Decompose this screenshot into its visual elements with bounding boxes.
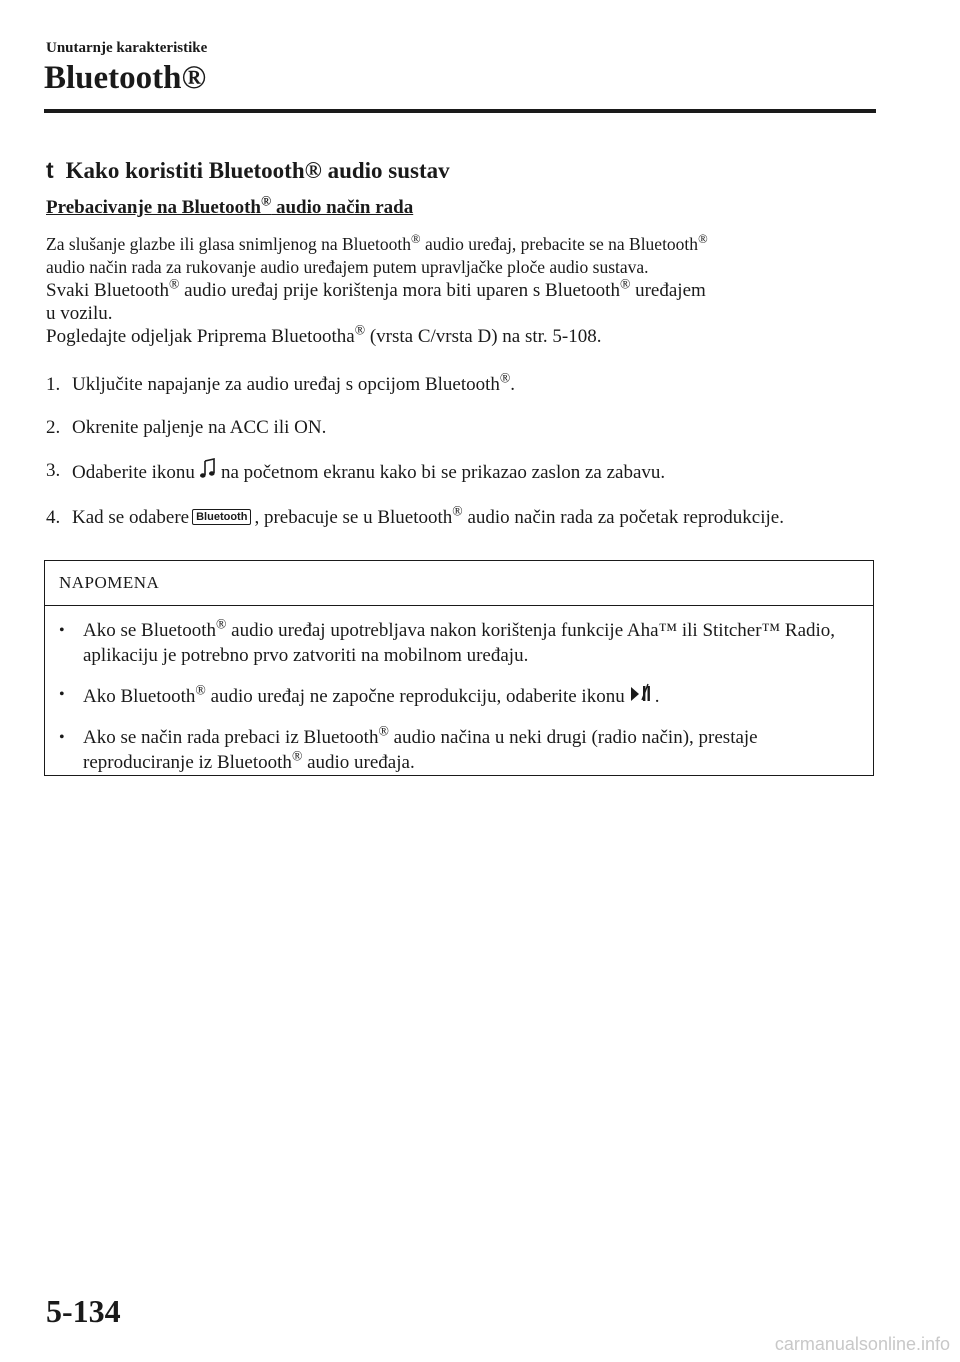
- header-rule: [44, 109, 876, 113]
- chapter-label: Unutarnje karakteristike: [46, 40, 208, 56]
- reg-mark: ®: [698, 232, 708, 247]
- step-3-b: na početnom ekranu kako bi se prikazao zaslon za zabavu.: [220, 462, 666, 483]
- step-4-a: Kad se odabere: [72, 507, 190, 528]
- intro-paragraph-1: [46, 233, 886, 279]
- step-text: [72, 372, 866, 397]
- intro-p3-b: (vrsta C/vrsta D) na str. 5-108.: [365, 326, 602, 347]
- topic-heading-text: Kako koristiti Bluetooth® audio sustav: [65, 158, 450, 183]
- step-number: 1.: [46, 374, 61, 395]
- step-number: 3.: [46, 460, 61, 481]
- subheading-reg: ®: [260, 193, 272, 209]
- reg-mark: ®: [216, 616, 227, 632]
- note-2-a: Ako Bluetooth: [83, 686, 196, 707]
- intro-paragraph-3: [46, 322, 886, 348]
- step-1-b: .: [510, 374, 516, 395]
- music-note-icon: [199, 458, 217, 487]
- play-pause-icon: [629, 682, 651, 711]
- intro-p2-c: uređajem: [630, 280, 706, 301]
- note-bullet-text: [83, 682, 859, 711]
- subheading: [46, 193, 414, 219]
- topic-marker: t: [46, 157, 54, 183]
- section-title: Bluetooth®: [44, 60, 207, 96]
- step-text: [72, 505, 866, 530]
- intro-p3-a: Pogledajte odjeljak Priprema Bluetootha: [46, 326, 355, 347]
- note-bullet-1: [59, 618, 859, 668]
- page-number: 5-134: [46, 1293, 121, 1329]
- subheading-post: audio način rada: [271, 197, 414, 218]
- note-3-a: Ako se način rada prebaci iz Bluetooth: [83, 727, 379, 748]
- note-bullet-3: [59, 725, 859, 775]
- reg-mark: ®: [378, 723, 389, 739]
- bullet-dot: •: [59, 622, 65, 639]
- intro-p2-d: u vozilu.: [46, 303, 113, 324]
- step-4: [46, 505, 866, 530]
- intro-text: [46, 233, 886, 348]
- note-bullet-text: [83, 725, 859, 775]
- note-2-b: audio uređaj ne započne reprodukciju, odaberite ikonu: [205, 686, 625, 707]
- intro-p2-a: Svaki Bluetooth: [46, 280, 169, 301]
- note-1-a: Ako se Bluetooth: [83, 620, 216, 641]
- step-4-c: audio način rada za početak reprodukcije.: [462, 507, 784, 528]
- subheading-pre: Prebacivanje na Bluetooth: [46, 197, 261, 218]
- step-text: Okrenite paljenje na ACC ili ON.: [72, 417, 327, 438]
- note-box: [44, 560, 874, 776]
- reg-mark: ®: [291, 748, 303, 764]
- watermark[interactable]: carmanualsonline.info: [774, 1334, 950, 1354]
- step-1: [46, 372, 866, 397]
- reg-mark: ®: [411, 232, 421, 247]
- reg-mark: ®: [452, 503, 463, 519]
- intro-p1-b: audio uređaj, prebacite se na Bluetooth: [420, 234, 699, 254]
- reg-mark: ®: [168, 276, 180, 292]
- note-bullet-2: [59, 682, 859, 711]
- note-3-b: audio načina u neki drugi (radio način), prestaje reproduciranje iz Bluetooth: [83, 727, 758, 773]
- step-3-a: Odaberite ikonu: [72, 462, 195, 483]
- step-4-b: , prebacuje se u Bluetooth: [254, 507, 453, 528]
- note-body: [45, 606, 873, 775]
- reg-mark: ®: [354, 322, 366, 338]
- step-1-a: Uključite napajanje za audio uređaj s opcijom Bluetooth: [72, 374, 500, 395]
- step-2: [46, 415, 866, 440]
- bullet-dot: •: [59, 686, 65, 703]
- step-number: 2.: [46, 417, 61, 438]
- bluetooth-button-label: Bluetooth: [192, 509, 251, 525]
- note-2-c: .: [654, 686, 660, 707]
- reg-mark: ®: [499, 370, 511, 386]
- intro-p1-a: Za slušanje glazbe ili glasa snimljenog na Bluetooth: [46, 234, 411, 254]
- note-bullet-text: [83, 618, 859, 668]
- reg-mark: ®: [619, 276, 631, 292]
- step-number: 4.: [46, 507, 61, 528]
- intro-p2-b: audio uređaj prije korištenja mora biti uparen s Bluetooth: [179, 280, 620, 301]
- intro-paragraph-2: [46, 276, 886, 325]
- bullet-dot: •: [59, 729, 65, 746]
- note-3-c: audio uređaja.: [302, 752, 415, 773]
- reg-mark: ®: [195, 682, 206, 698]
- step-3: [46, 458, 866, 487]
- steps-list: [46, 372, 866, 548]
- note-title: NAPOMENA: [45, 561, 873, 606]
- topic-heading: [46, 157, 450, 184]
- note-1-b: audio uređaj upotrebljava nakon korištenja funkcije Aha™ ili Stitcher™ Radio, aplikaciju je potrebno prvo zatvoriti na mobilnom uređaju.: [83, 620, 836, 666]
- step-text: [72, 458, 866, 487]
- intro-p1-c: audio način rada za rukovanje audio uređajem putem upravljačke ploče audio sustava.: [46, 257, 649, 277]
